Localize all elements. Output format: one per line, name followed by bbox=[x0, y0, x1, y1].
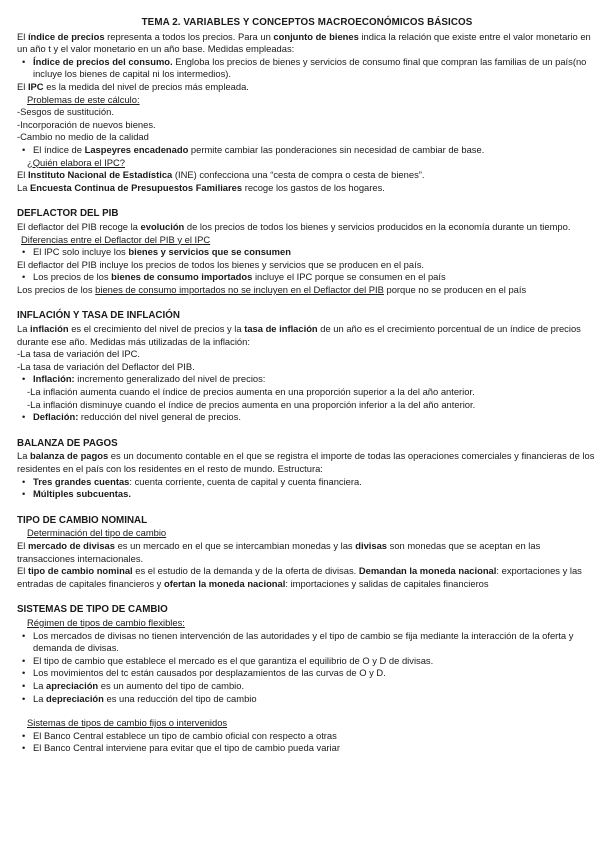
text-run: El índice de bbox=[33, 143, 85, 155]
flexible-heading: Régimen de tipos de cambio flexibles: bbox=[27, 616, 185, 628]
text-run: es una reducción del tipo de cambio bbox=[103, 692, 257, 704]
text-run: Los precios de los bbox=[33, 271, 112, 283]
deflactor-paragraph bbox=[17, 221, 597, 234]
inflacion-line: -La tasa de variación del IPC. bbox=[17, 348, 140, 360]
text-run: de un año es el crecimiento porcentual de un índice de precios durante ese año. Medidas más utilizadas de la inflación: bbox=[17, 323, 581, 347]
bold-text: inflación bbox=[30, 323, 69, 335]
text-run: es un mercado en el que se intercambian monedas y las bbox=[114, 539, 356, 551]
bold-text: Índice de precios del consumo. bbox=[33, 55, 173, 67]
bold-text: Laspeyres encadenado bbox=[84, 143, 189, 155]
bold-text: Demandan la moneda nacional bbox=[358, 565, 497, 577]
text-run: reducción del nivel general de precios. bbox=[78, 411, 241, 423]
bold-text: divisas bbox=[355, 539, 388, 551]
list-item bbox=[17, 730, 597, 743]
list-item bbox=[17, 373, 597, 386]
bold-text: Deflación: bbox=[33, 411, 79, 423]
inflacion-subline: -La inflación disminuye cuando el índice de precios aumenta en una proporción inferior a la del año anterior. bbox=[27, 398, 476, 410]
text-run: El Banco Central interviene para evitar que el tipo de cambio pueda variar bbox=[33, 742, 340, 754]
text-run: El bbox=[17, 80, 28, 92]
determination-heading: Determinación del tipo de cambio bbox=[27, 527, 167, 539]
list-item bbox=[17, 742, 597, 755]
text-run: porque no se producen en el país bbox=[383, 283, 527, 295]
differences-heading: Diferencias entre el Deflactor del PIB y el IPC bbox=[21, 233, 211, 245]
deflactor-list-1 bbox=[17, 246, 597, 259]
deflactor-paragraph-3 bbox=[17, 284, 597, 297]
bold-text: Instituto Nacional de Estadística bbox=[27, 169, 173, 181]
flexible-list bbox=[17, 630, 597, 706]
text-run: es un documento contable en el que se registra el importe de todas las operaciones comerciales y financieras de los residentes en el país con los residentes en el resto de mundo. Estructura: bbox=[17, 450, 595, 474]
list-item bbox=[17, 667, 597, 680]
text-run: El deflactor del PIB recoge la bbox=[17, 220, 141, 232]
text-run: El bbox=[17, 30, 28, 42]
text-run: (INE) confecciona una “cesta de compra o cesta de bienes”. bbox=[172, 169, 425, 181]
problems-heading: Problemas de este cálculo: bbox=[27, 93, 140, 105]
text-run: La bbox=[17, 450, 31, 462]
text-run: de los precios de todos los bienes y servicios producidos en la economía durante un tiempo. bbox=[184, 220, 571, 232]
text-run: son monedas que se aceptan en las transacciones internacionales. bbox=[17, 539, 541, 564]
section-heading-sistemas: SISTEMAS DE TIPO DE CAMBIO bbox=[17, 604, 168, 616]
text-run: Los movimientos del tc están causados por desplazamientos de las curvas de O y D. bbox=[33, 667, 386, 679]
tipo-nominal-paragraph bbox=[17, 565, 597, 590]
mercado-paragraph bbox=[17, 540, 597, 565]
bold-text: balanza de pagos bbox=[30, 450, 109, 462]
text-run: incremento generalizado del nivel de precios: bbox=[74, 373, 266, 385]
text-run: incluye el IPC porque se consumen en el país bbox=[252, 271, 446, 283]
list-item bbox=[17, 144, 597, 157]
text-run: La bbox=[33, 679, 47, 691]
ipc-paragraph bbox=[17, 81, 597, 94]
bold-text: ofertan la moneda nacional bbox=[163, 577, 286, 589]
list-item bbox=[17, 56, 597, 81]
text-run: es el crecimiento del nivel de precios y la bbox=[68, 323, 245, 335]
bold-text: Tres grandes cuentas bbox=[33, 475, 130, 487]
balanza-list bbox=[17, 476, 597, 501]
inflacion-subline: -La inflación aumenta cuando el índice de precios aumenta en una proporción superior a la del año anterior. bbox=[27, 386, 475, 398]
section-heading-tipo-nominal: TIPO DE CAMBIO NOMINAL bbox=[17, 514, 148, 526]
problem-item: -Sesgos de sustitución. bbox=[17, 106, 114, 118]
text-run: : importaciones y salidas de capitales financieros bbox=[285, 577, 489, 589]
text-run: recoge los gastos de los hogares. bbox=[242, 181, 385, 193]
list-item bbox=[17, 630, 597, 655]
list-item bbox=[17, 680, 597, 693]
problem-item: -Cambio no medio de la calidad bbox=[17, 131, 149, 143]
fixed-heading: Sistemas de tipos de cambio fijos o intervenidos bbox=[27, 717, 228, 729]
bold-text: evolución bbox=[140, 220, 185, 232]
text-run: es el estudio de la demanda y de la oferta de divisas. bbox=[132, 565, 359, 577]
inflacion-paragraph bbox=[17, 323, 597, 348]
text-run: El deflactor del PIB incluye los precios de todos los bienes y servicios que se producen en el país. bbox=[17, 258, 424, 270]
text-run: El tipo de cambio que establece el mercado es el que garantiza el equilibrio de O y D de divisas. bbox=[33, 654, 434, 666]
section-heading-inflacion: INFLACIÓN Y TASA DE INFLACIÓN bbox=[17, 310, 180, 322]
section-heading-balanza: BALANZA DE PAGOS bbox=[17, 437, 118, 449]
list-item bbox=[17, 271, 597, 284]
page-title: TEMA 2. VARIABLES Y CONCEPTOS MACROECONÓMICOS BÁSICOS bbox=[141, 17, 473, 28]
text-run: permite cambiar las ponderaciones sin necesidad de cambiar de base. bbox=[188, 143, 485, 155]
text-run: representa a todos los precios. Para un bbox=[104, 30, 274, 42]
problem-item: -Incorporación de nuevos bienes. bbox=[17, 118, 156, 130]
intro-paragraph bbox=[17, 31, 597, 56]
bold-text: conjunto de bienes bbox=[273, 30, 359, 42]
text-run: La bbox=[17, 323, 31, 335]
laspeyres-list bbox=[17, 144, 597, 157]
text-run: El bbox=[17, 565, 28, 577]
text-run: Los precios de los bbox=[17, 283, 96, 295]
intro-list bbox=[17, 56, 597, 81]
text-run: Engloba los precios de bienes y servicios de consumo final que compran las familias de un país(no incluye los bienes de capital ni los intermedios). bbox=[33, 55, 587, 80]
deflactor-list-2 bbox=[17, 271, 597, 284]
bold-text: mercado de divisas bbox=[27, 539, 115, 551]
list-item bbox=[17, 476, 597, 489]
text-run: El bbox=[17, 169, 28, 181]
bold-text: tasa de inflación bbox=[244, 323, 318, 335]
bold-text: apreciación bbox=[46, 679, 99, 691]
underlined-text: bienes de consumo importados no se incluyen en el Deflactor del PIB bbox=[95, 283, 384, 295]
bold-text: Encuesta Continua de Presupuestos Familiares bbox=[30, 181, 243, 193]
text-run: El IPC solo incluye los bbox=[33, 246, 129, 258]
list-item bbox=[17, 246, 597, 259]
bold-text: índice de precios bbox=[27, 30, 105, 42]
bold-text: depreciación bbox=[46, 692, 104, 704]
bold-text: bienes y servicios que se consumen bbox=[128, 246, 291, 258]
bold-text: Múltiples subcuentas. bbox=[33, 488, 131, 500]
text-run: El bbox=[17, 539, 28, 551]
deflactor-paragraph-2 bbox=[17, 259, 597, 272]
bold-text: IPC bbox=[27, 80, 44, 92]
text-run: indica la relación que existe entre el valor monetario en un año t y el valor monetario en un año base. Medidas empleadas: bbox=[17, 30, 591, 55]
text-run: es un aumento del tipo de cambio. bbox=[98, 679, 245, 691]
text-run: La bbox=[33, 692, 47, 704]
text-run: Los mercados de divisas no tienen intervención de las autoridades y el tipo de cambio se fija mediante la interacción de la oferta y demanda de divisas. bbox=[33, 629, 574, 654]
list-item bbox=[17, 488, 597, 501]
text-run: El Banco Central establece un tipo de cambio oficial con respecto a otras bbox=[33, 729, 337, 741]
text-run: : cuenta corriente, cuenta de capital y cuenta financiera. bbox=[129, 475, 362, 487]
bold-text: Inflación: bbox=[33, 373, 75, 385]
inflacion-list-2 bbox=[17, 411, 597, 424]
text-run: La bbox=[17, 181, 31, 193]
text-run: es la medida del nivel de precios más empleada. bbox=[43, 80, 249, 92]
list-item bbox=[17, 693, 597, 706]
section-heading-deflactor: DEFLACTOR DEL PIB bbox=[17, 208, 119, 220]
bold-text: tipo de cambio nominal bbox=[27, 565, 133, 577]
list-item bbox=[17, 411, 597, 424]
fixed-list bbox=[17, 730, 597, 755]
list-item bbox=[17, 655, 597, 668]
bold-text: bienes de consumo importados bbox=[111, 271, 253, 283]
who-heading: ¿Quién elabora el IPC? bbox=[27, 156, 125, 168]
inflacion-list-1 bbox=[17, 373, 597, 386]
text-run: : exportaciones y las entradas de capitales financieros y bbox=[17, 565, 582, 589]
encuesta-paragraph bbox=[17, 182, 597, 195]
balanza-paragraph bbox=[17, 450, 597, 475]
ine-paragraph bbox=[17, 169, 597, 182]
inflacion-line: -La tasa de variación del Deflactor del PIB. bbox=[17, 360, 195, 372]
